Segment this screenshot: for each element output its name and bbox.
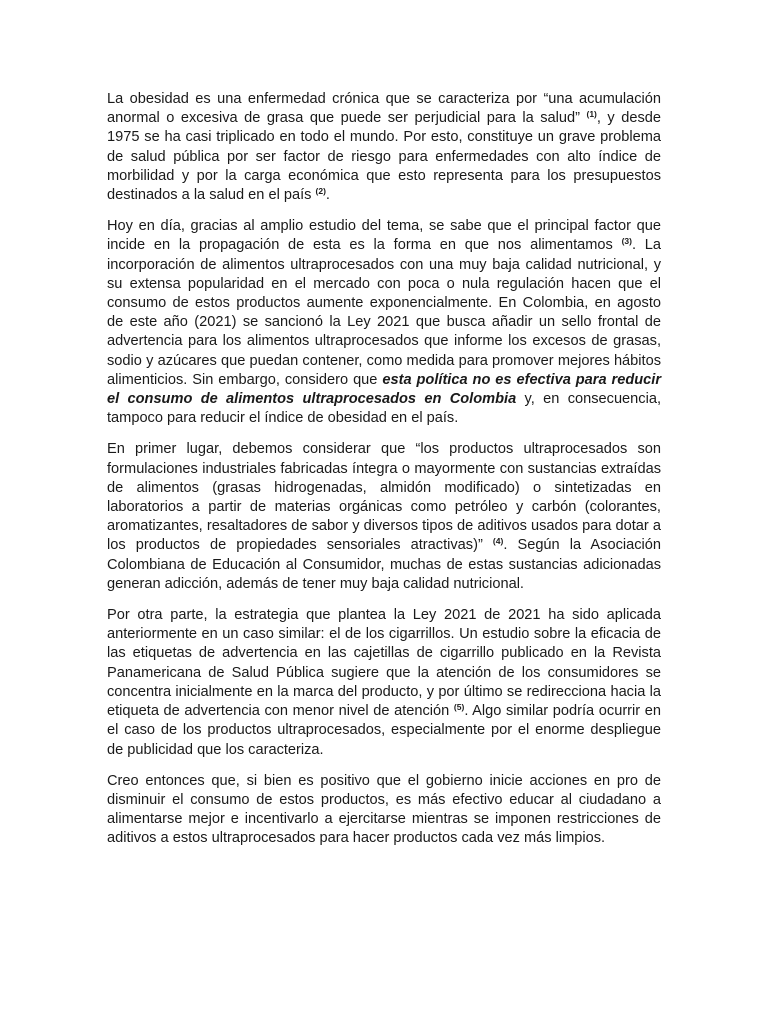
footnote-marker-3: (3) xyxy=(621,236,632,247)
footnote-marker-4: (4) xyxy=(492,536,504,547)
thesis-statement: esta política no es efectiva para reducir el consumo de alimentos ultraprocesados en Colombia xyxy=(107,371,661,408)
paragraph-5: Creo entonces que, si bien es positivo que el gobierno inicie acciones en pro de disminuir el consumo de estos productos, es más efectivo educar al ciudadano a alimentarse mejor e incentivarlo a ejercitarse mientras se imponen restricciones de aditivos a estos ultraprocesados para hacer productos cada vez más limpios. xyxy=(107,772,661,847)
paragraph-1-text-a: La obesidad es una enfermedad crónica que se caracteriza por “una acumulación anormal o excesiva de grasa que puede ser perjudicial para la salud” xyxy=(107,91,661,127)
paragraph-2-text-c: y, en consecuencia, tampoco para reducir el índice de obesidad en el país. xyxy=(107,391,661,427)
paragraph-3-text-a: En primer lugar, debemos considerar que “los productos ultraprocesados son formulaciones industriales fabricadas íntegra o mayormente con sustancias extraídas de alimentos (grasas hidrogenadas, almidón modificado) o sintetizadas en laboratorios a partir de materias orgánicas como petróleo y carbón (colorantes, aromatizantes, resaltadores de sabor y diversos tipos de aditivos usados para dotar a los productos de propiedades sensoriales atractivas)” xyxy=(107,441,661,554)
paragraph-3 xyxy=(107,440,661,594)
footnote-marker-2: (2) xyxy=(315,186,326,197)
document-page xyxy=(107,90,661,861)
footnote-marker-1: (1) xyxy=(586,109,597,120)
paragraph-1-text-b: , y desde 1975 se ha casi triplicado en todo el mundo. Por esto, constituye un grave problema de salud pública por ser factor de riesgo para enfermedades con alto índice de morbilidad y por la carga económica que esto representa para los presupuestos destinados a la salud en el país xyxy=(107,110,661,204)
paragraph-2-text-b: . La incorporación de alimentos ultraprocesados con una muy baja calidad nutricional, y su extensa popularidad en el mercado con poca o nula regulación hacen que el consumo de estos productos aumente exponencialmente. En Colombia, en agosto de este año (2021) se sancionó la Ley 2021 que busca añadir un sello frontal de advertencia para los alimentos ultraprocesados que informe los excesos de grasas, sodio y azúcares que puedan contener, como medida para promover mejores hábitos alimenticios. Sin embargo, considero que xyxy=(107,237,662,388)
paragraph-2 xyxy=(107,217,661,428)
paragraph-1 xyxy=(107,90,661,205)
paragraph-4-text-b: . Algo similar podría ocurrir en el caso de los productos ultraprocesados, especialmente por el enorme despliegue de publicidad que los caracteriza. xyxy=(107,703,662,758)
footnote-marker-5: (5) xyxy=(453,702,465,713)
paragraph-1-text-c: . xyxy=(325,187,330,204)
paragraph-4 xyxy=(107,606,661,760)
paragraph-4-text-a: Por otra parte, la estrategia que plantea la Ley 2021 de 2021 ha sido aplicada anteriormente en un caso similar: el de los cigarrillos. Un estudio sobre la eficacia de las etiquetas de advertencia en las cajetillas de cigarrillo publicado en la Revista Panamericana de Salud Pública sugiere que la atención de los consumidores se concentra inicialmente en la marca del producto, y por último se redirecciona hacia la etiqueta de advertencia con menor nivel de atención xyxy=(107,607,661,720)
paragraph-3-text-b: . Según la Asociación Colombiana de Educación al Consumidor, muchas de estas sustancias adicionadas generan adicción, además de tener muy baja calidad nutricional. xyxy=(107,537,662,592)
paragraph-2-text-a: Hoy en día, gracias al amplio estudio del tema, se sabe que el principal factor que incide en la propagación de esta es la forma en que nos alimentamos xyxy=(107,218,661,254)
